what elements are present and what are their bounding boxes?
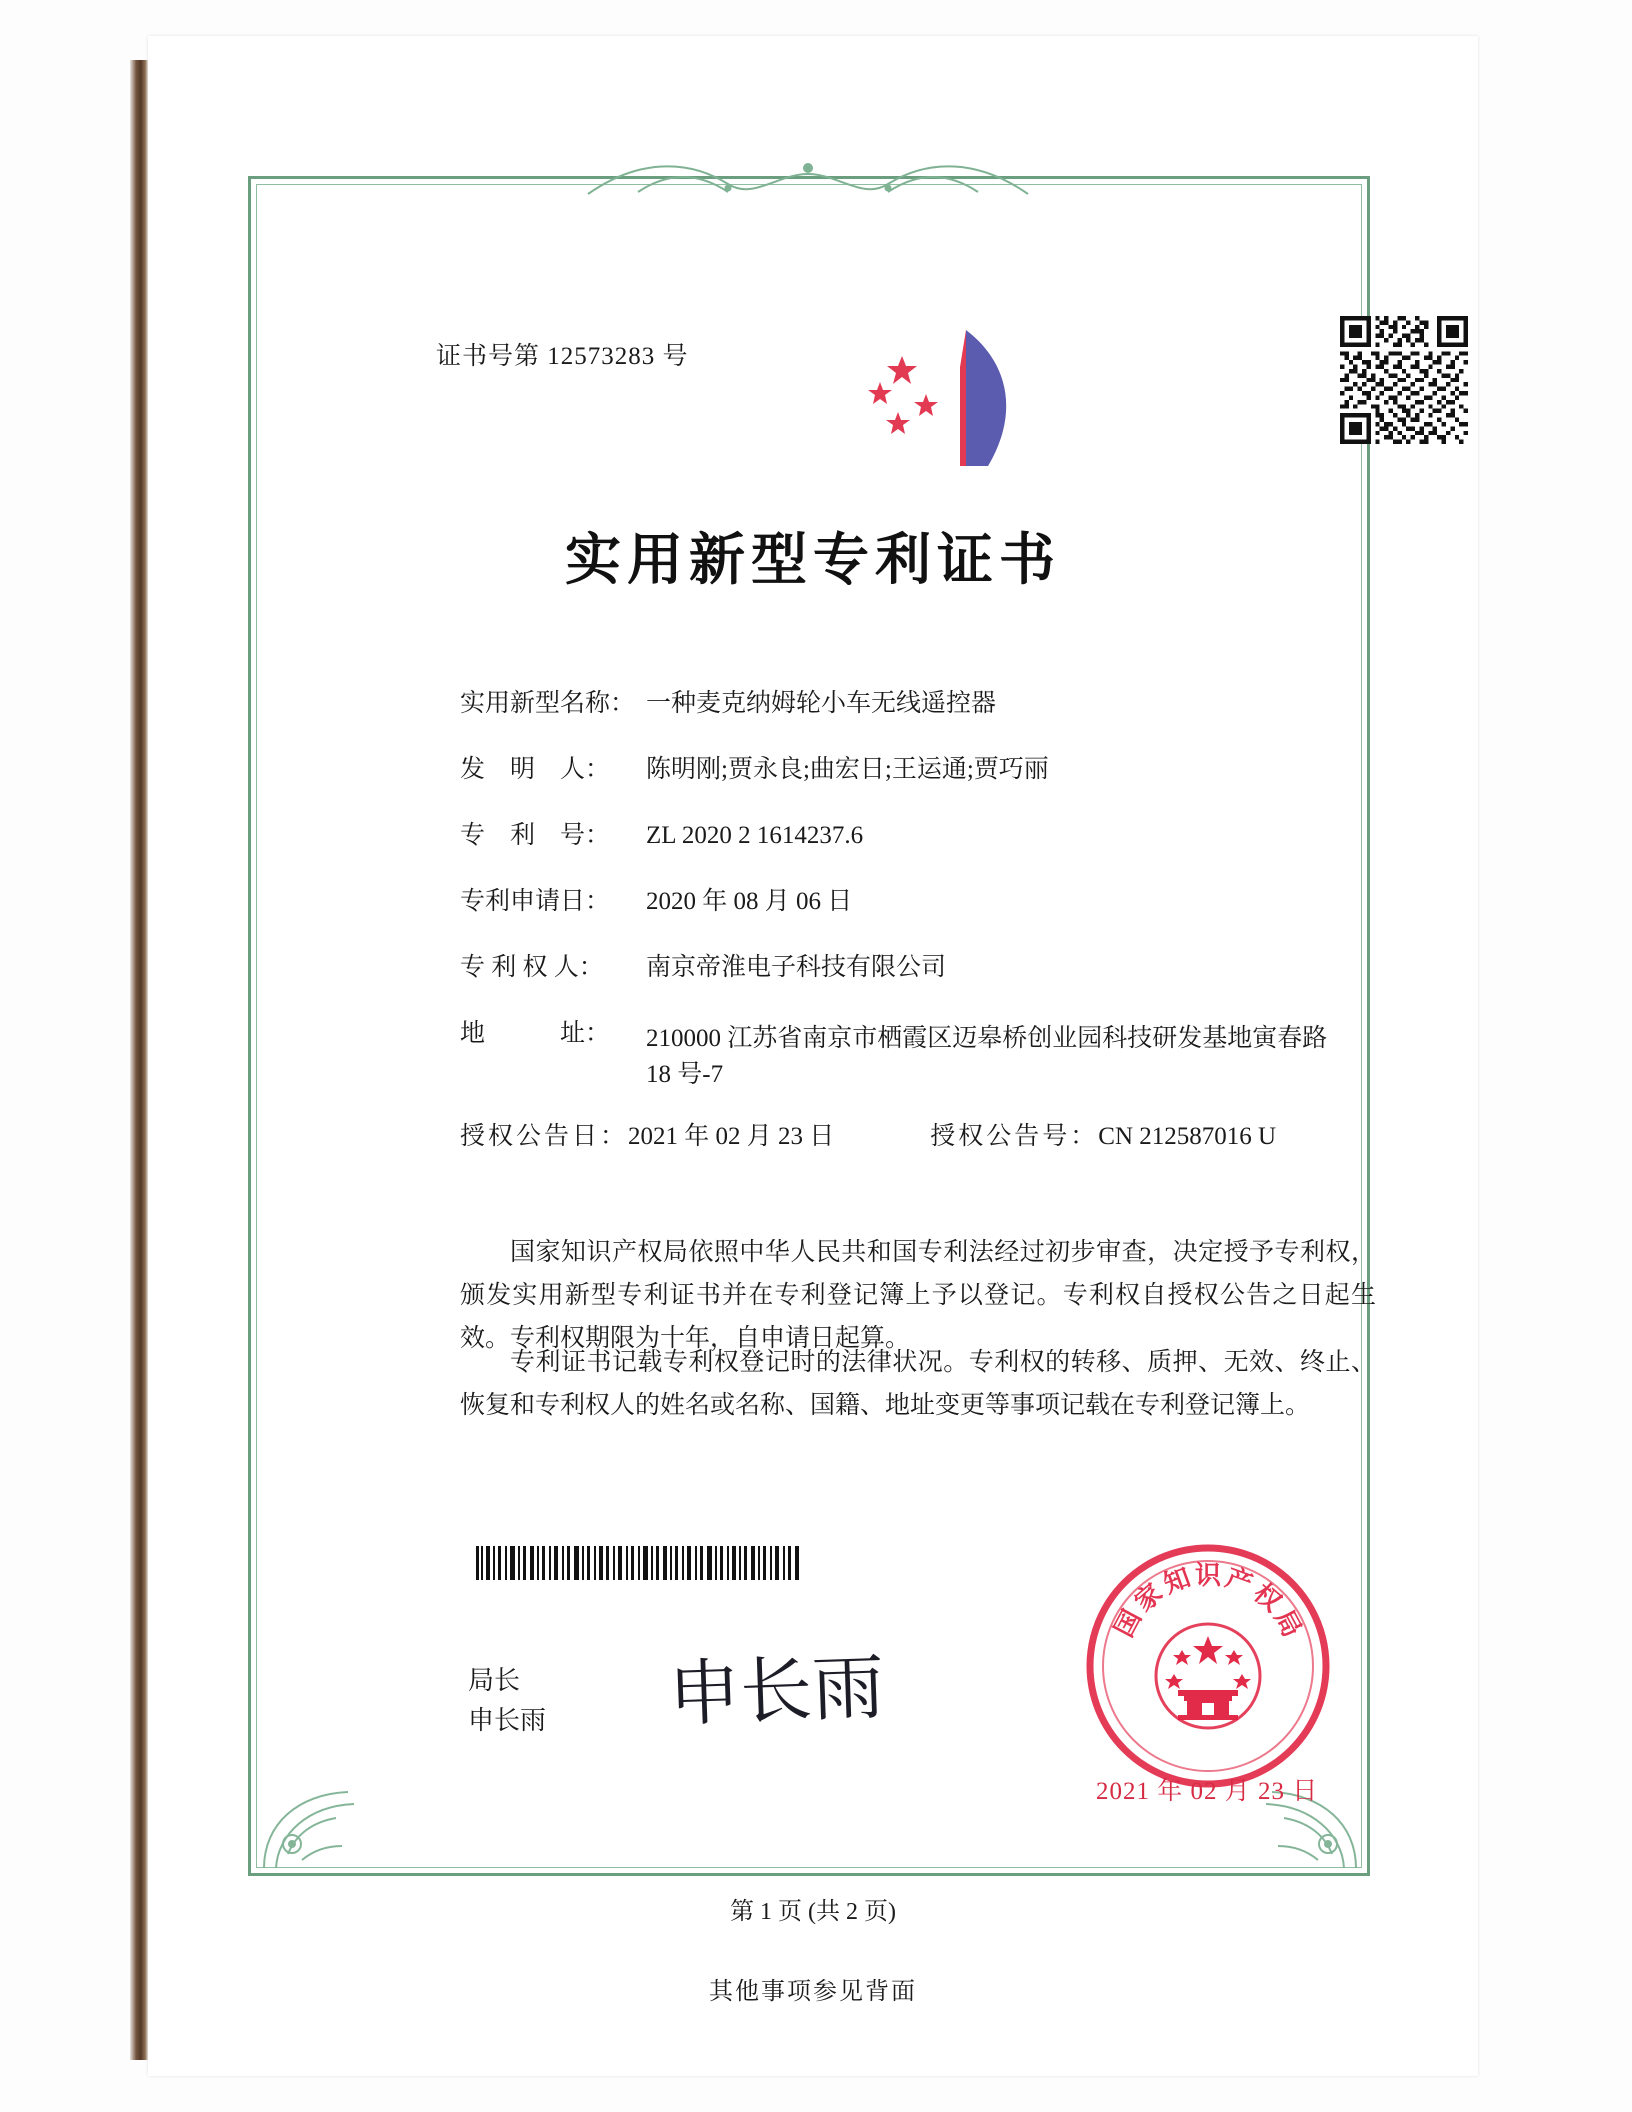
field-patentee — [460, 955, 1380, 980]
director-title: 局长 — [468, 1666, 521, 1695]
field-application-date — [460, 889, 1380, 914]
field-utility-model-name — [460, 691, 1380, 716]
field-label: 实用新型名称： — [460, 690, 636, 717]
svg-text:家: 家 — [1129, 1578, 1169, 1618]
field-value: 陈明刚;贾永良;曲宏日;王运通;贾巧丽 — [646, 756, 1049, 783]
footnote: 其他事项参见背面 — [709, 1979, 917, 2005]
handwritten-signature: 申长雨 — [666, 1644, 886, 1737]
svg-text:知: 知 — [1159, 1562, 1195, 1600]
page-number: 第 1 页 (共 2 页) — [730, 1899, 896, 1925]
svg-text:识: 识 — [1194, 1561, 1222, 1591]
page-title: 实用新型专利证书 — [565, 527, 1061, 593]
top-ornament — [578, 154, 1038, 202]
field-address — [460, 1021, 1380, 1094]
field-value: 南京帝淮电子科技有限公司 — [646, 954, 947, 981]
cnipa-emblem-icon — [848, 316, 1038, 486]
field-value: 2020 年 08 月 06 日 — [646, 888, 853, 915]
legal-paragraph-1: 国家知识产权局依照中华人民共和国专利法经过初步审查，决定授予专利权，颁发实用新型专利证书并在专利登记簿上予以登记。专利权自授权公告之日起生效。专利权期限为十年，自申请日起算。 — [460, 1239, 1376, 1352]
svg-text:权: 权 — [1247, 1578, 1287, 1618]
certificate-fields — [460, 691, 1380, 1183]
field-inventors — [460, 757, 1380, 782]
qr-code — [1340, 316, 1468, 444]
certificate-paper — [148, 36, 1478, 2076]
seal-date: 2021 年 02 月 23 日 — [1096, 1778, 1319, 1805]
field-label: 专 利 号： — [460, 822, 611, 849]
announcement-number-value: CN 212587016 U — [1098, 1122, 1277, 1150]
svg-text:国: 国 — [1109, 1605, 1148, 1643]
field-value: 210000 江苏省南京市栖霞区迈皋桥创业园科技研发基地寅春路 18 号-7 — [646, 1025, 1328, 1089]
field-value: ZL 2020 2 1614237.6 — [646, 822, 864, 849]
grant-date-label: 授权公告日： — [460, 1122, 629, 1150]
field-label: 专 利 权 人： — [460, 954, 604, 981]
field-label: 发 明 人： — [460, 756, 611, 783]
field-label: 专利申请日： — [460, 888, 611, 915]
field-patent-number — [460, 823, 1380, 848]
director-name: 申长雨 — [468, 1706, 547, 1736]
official-seal — [1078, 1536, 1338, 1796]
grant-date-value: 2021 年 02 月 23 日 — [628, 1122, 835, 1150]
field-value: 一种麦克纳姆轮小车无线遥控器 — [646, 690, 997, 717]
announcement-number-label: 授权公告号： — [930, 1122, 1099, 1150]
field-grant-row — [460, 1124, 1380, 1149]
barcode — [474, 1546, 804, 1580]
svg-text:产: 产 — [1221, 1562, 1257, 1600]
signature-block — [468, 1661, 546, 1742]
legal-paragraph-2: 专利证书记载专利权登记时的法律状况。专利权的转移、质押、无效、终止、恢复和专利权人的姓名或名称、国籍、地址变更等事项记载在专利登记簿上。 — [460, 1349, 1376, 1419]
certificate-number: 证书号第 12573283 号 — [436, 343, 689, 370]
field-label: 地 址： — [460, 1020, 611, 1047]
book-binding-strip — [130, 60, 148, 2060]
svg-text:局: 局 — [1268, 1605, 1307, 1643]
